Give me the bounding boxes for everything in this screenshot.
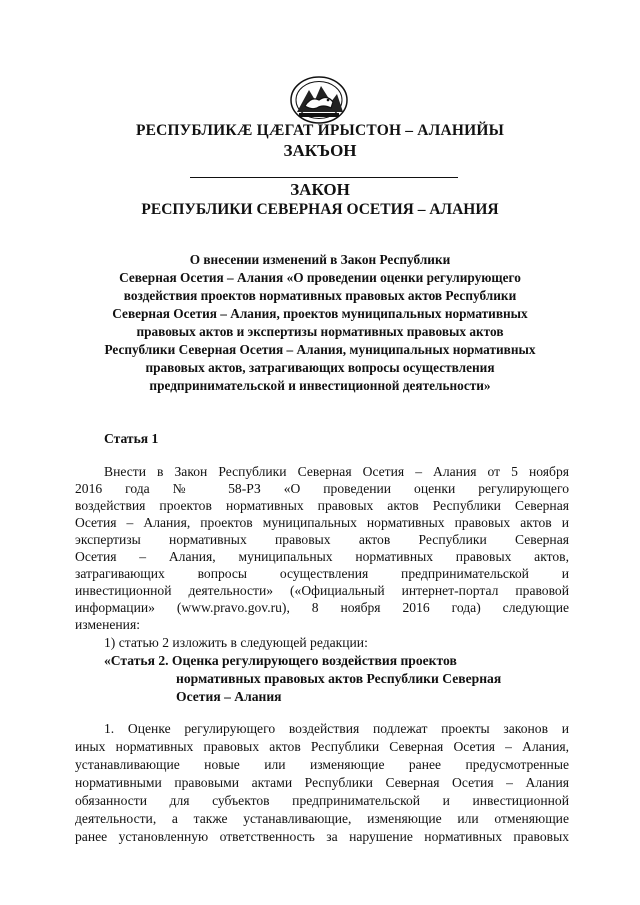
header-divider [190,177,458,178]
title-line: О внесении изменений в Закон Республики [189,252,451,267]
ossetian-law-word: ЗАКЪОН [283,141,357,160]
paragraph-line: Осетия – Алания, муниципальных нормативных правовых актов, [75,549,569,564]
paragraph-line: нормативными правовыми актами Республики Северная Осетия – Алания [75,775,569,790]
title-line: Республики Северная Осетия – Алания, муниципальных нормативных [104,342,536,357]
paragraph-line: информации» (www.pravo.gov.ru), 8 ноября 2016 года) следующие [75,600,569,615]
coat-of-arms-emblem [287,72,351,124]
title-line: предпринимательской и инвестиционной деятельности» [149,378,491,393]
paragraph-line: изменения: [75,617,140,632]
title-line: Северная Осетия – Алания «О проведении оценки регулирующего [119,270,521,285]
title-line: воздействия проектов нормативных правовых актов Республики [123,288,517,303]
paragraph-line: деятельности, а также устанавливающие, изменяющие или отменяющие [75,811,569,826]
paragraph-line: затрагивающих вопросы осуществления предпринимательской и [75,566,569,581]
quoted-article-heading: Осетия – Алания [176,689,282,704]
title-line: Северная Осетия – Алания, проектов муниципальных нормативных [112,306,528,321]
paragraph-line: обязанности для субъектов предпринимательской и инвестиционной [75,793,569,808]
paragraph-line: Внести в Закон Республики Северная Осетия – Алания от 5 ноября [104,464,569,479]
quoted-article-heading: «Статья 2. Оценка регулирующего воздействия проектов [104,653,457,668]
paragraph-line: 1. Оценке регулирующего воздействия подлежат проекты законов и [104,721,569,736]
article-heading: Статья 1 [104,431,159,446]
republic-name: РЕСПУБЛИКИ СЕВЕРНАЯ ОСЕТИЯ – АЛАНИЯ [141,201,499,218]
paragraph-line: экспертизы нормативных правовых актов Республики Северная [75,532,569,547]
paragraph-line: инвестиционной деятельности» («Официальный интернет-портал правовой [75,583,569,598]
paragraph-line: иных нормативных правовых актов Республики Северная Осетия – Алания, [75,739,569,754]
law-word: ЗАКОН [290,180,350,199]
paragraph-line: воздействия проектов нормативных правовых актов Республики Северная [75,498,569,513]
paragraph-line: Осетия – Алания, проектов муниципальных нормативных правовых актов и [75,515,569,530]
title-line: правовых актов и экспертизы нормативных правовых актов [136,324,504,339]
paragraph-line: устанавливающие новые или изменяющие ранее предусмотренные [75,757,569,772]
title-line: правовых актов, затрагивающих вопросы осуществления [145,360,495,375]
quoted-article-heading: нормативных правовых актов Республики Северная [176,671,502,686]
ossetian-republic-name: РЕСПУБЛИКÆ ЦÆГАТ ИРЫСТОН – АЛАНИЙЫ [135,122,505,139]
amendment-item: 1) статью 2 изложить в следующей редакции: [104,635,368,650]
paragraph-line: 2016 года № 58-РЗ «О проведении оценки регулирующего [75,481,569,496]
paragraph-line: ранее установленную ответственность за нарушение нормативных правовых [75,829,569,844]
